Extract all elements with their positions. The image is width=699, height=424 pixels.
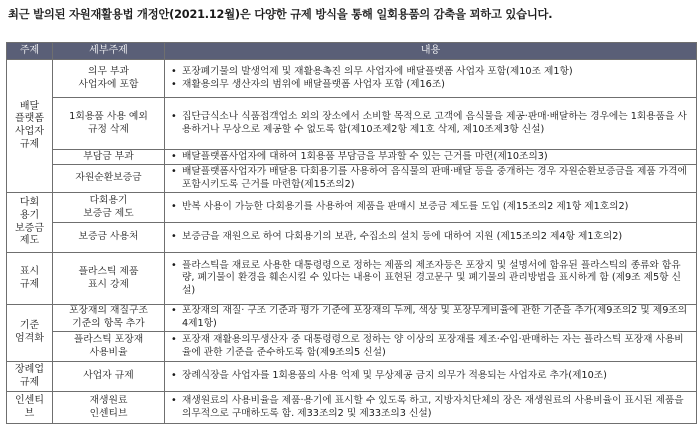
- content-cell: [165, 165, 697, 193]
- subtopic-cell: [53, 60, 165, 98]
- bullet: •: [171, 231, 177, 243]
- table-header-row: [7, 43, 697, 60]
- topic-cell: [7, 193, 53, 253]
- content-item: [171, 201, 692, 214]
- regulation-table: [6, 42, 697, 424]
- table-row: [7, 165, 697, 193]
- content-item: [171, 151, 692, 164]
- topic-line: 규제: [19, 138, 40, 150]
- table-row: [7, 305, 697, 332]
- subtopic-cell: [53, 193, 165, 223]
- topic-cell: [7, 392, 53, 424]
- content-item: [171, 66, 692, 79]
- topic-line: 배달: [19, 100, 40, 112]
- bullet: •: [171, 201, 177, 213]
- header-topic: 주제: [7, 43, 53, 60]
- content-cell: [165, 223, 697, 253]
- table-row: [7, 193, 697, 223]
- content-text: 재활용의무 생산자의 범위에 배달플랫폼 사업자 포함 (제16조): [182, 78, 445, 90]
- topic-line: 보증금: [15, 222, 44, 234]
- bullet: •: [171, 333, 177, 345]
- content-item: [171, 111, 692, 136]
- table-row: [7, 98, 697, 150]
- subtopic-line: 보증금 사용처: [78, 231, 139, 243]
- subtopic-cell: [53, 165, 165, 193]
- subtopic-line: 포장재의 재질구조: [69, 305, 148, 317]
- subtopic-line: 1회용품 사용 예외: [69, 110, 148, 122]
- bullet: •: [171, 65, 177, 77]
- table-row: [7, 150, 697, 165]
- content-item: [171, 305, 692, 330]
- subtopic-cell: [53, 392, 165, 424]
- bullet: •: [171, 370, 177, 382]
- topic-line: 규제: [19, 376, 40, 388]
- topic-line: 규제: [19, 278, 40, 290]
- topic-cell: [7, 60, 53, 193]
- topic-line: 다회: [19, 197, 40, 209]
- topic-line: 엄격화: [15, 333, 44, 344]
- subtopic-line: 다회용기: [89, 194, 128, 206]
- content-cell: [165, 332, 697, 362]
- subtopic-line: 사업자 규제: [83, 370, 134, 382]
- topic-cell: [7, 253, 53, 305]
- topic-line: 용기: [19, 209, 40, 221]
- table-row: [7, 253, 697, 305]
- topic-cell: [7, 362, 53, 392]
- subtopic-line: 의무 부과: [88, 65, 129, 77]
- topic-line: 사업자: [15, 126, 44, 137]
- content-item: [171, 260, 692, 298]
- topic-line: 플랫폼: [15, 113, 44, 125]
- subtopic-cell: [53, 150, 165, 165]
- subtopic-line: 재생원료: [89, 394, 128, 406]
- content-text: 보증금을 재원으로 하여 다회용기의 보관, 수집소의 설치 등에 대하여 지원 (제15조의2 제4항 제1호의2): [182, 231, 623, 243]
- content-text: 포장재 재활용의무생산자 중 대통령령으로 정하는 양 이상의 포장재를 제조·수입·판매하는 자는 플라스틱 포장재 사용비율에 관한 기준을 준수하도록 함(제9조의5 신설): [182, 333, 684, 358]
- subtopic-line: 규정 삭제: [88, 123, 129, 135]
- subtopic-line: 플라스틱 제품: [78, 265, 139, 277]
- content-cell: [165, 98, 697, 150]
- subtopic-cell: [53, 98, 165, 150]
- content-text: 배달플랫폼사업자에 대하여 1회용품 부담금을 부과할 수 있는 근거를 마련(제10조의3): [182, 150, 548, 162]
- content-cell: [165, 150, 697, 165]
- subtopic-line: 부담금 부과: [83, 150, 134, 162]
- content-cell: [165, 362, 697, 392]
- content-text: 집단급식소나 식품접객업소 외의 장소에서 소비할 목적으로 고객에 음식물을 제공·판매·배달하는 경우에는 1회용품을 사용하거나 무상으로 제공할 수 없도록 함(제10조제2항 제1호 삭제, 제10조제3항 신설): [182, 110, 687, 135]
- topic-line: 장례업: [15, 363, 44, 375]
- content-cell: [165, 392, 697, 424]
- content-text: 플라스틱을 재료로 사용한 대통령령으로 정하는 제품의 제조자등은 포장지 및 설명서에 함유된 플라스틱의 종류와 함유량, 폐기물이 환경을 훼손시킬 수 있다는 내용이 표현된 경고문구 및 폐기물의 관리방법을 표시하게 함 (제9조 제5항 신설): [182, 259, 681, 296]
- bullet: •: [171, 110, 177, 122]
- subtopic-line: 기준의 항목 추가: [72, 318, 145, 329]
- subtopic-cell: [53, 362, 165, 392]
- subtopic-cell: [53, 223, 165, 253]
- header-content: 내용: [165, 43, 697, 60]
- bullet: •: [171, 165, 177, 177]
- content-cell: [165, 253, 697, 305]
- bullet: •: [171, 78, 177, 90]
- table-row: [7, 332, 697, 362]
- topic-line: 인센티: [15, 394, 44, 406]
- subtopic-cell: [53, 253, 165, 305]
- content-cell: [165, 305, 697, 332]
- topic-cell: [7, 305, 53, 362]
- content-text: 배달플랫폼사업자가 배달용 다회용기를 사용하여 음식물의 판매·배달 등을 중개하는 경우 자원순환보증금을 제품 가격에 포함시키도록 근거를 마련함(제15조의2): [182, 165, 687, 190]
- subtopic-line: 자원순환보증금: [75, 172, 142, 184]
- page-caption: 최근 발의된 자원재활용법 개정안(2021.12월)은 다양한 규제 방식을 통해 일회용품의 감축을 꾀하고 있습니다.: [8, 8, 553, 21]
- subtopic-line: 표시 강제: [88, 278, 129, 290]
- topic-line: 브: [24, 407, 35, 419]
- topic-line: 기준: [19, 320, 40, 332]
- subtopic-line: 인센티브: [89, 407, 128, 419]
- content-item: [171, 231, 692, 244]
- bullet: •: [171, 305, 177, 317]
- content-text: 포장재의 재질· 구조 기준과 평가 기준에 포장재의 두께, 색상 및 포장무게비율에 관한 기준을 추가(제9조의2 및 제9조의4제1항): [182, 305, 688, 329]
- subtopic-line: 플라스틱 포장재: [73, 333, 144, 345]
- bullet: •: [171, 394, 177, 406]
- content-text: 반복 사용이 가능한 다회용기를 사용하여 제품을 판매시 보증금 제도를 도입 (제15조의2 제1항 제1호의2): [182, 201, 629, 213]
- table-row: [7, 392, 697, 424]
- content-item: [171, 79, 692, 92]
- content-cell: [165, 60, 697, 98]
- table-row: [7, 362, 697, 392]
- content-item: [171, 395, 692, 420]
- subtopic-cell: [53, 305, 165, 332]
- topic-line: 표시: [19, 265, 40, 277]
- subtopic-line: 사용비율: [89, 346, 128, 358]
- content-text: 재생원료의 사용비율을 제품·용기에 표시할 수 있도록 하고, 지방자치단체의 장은 재생원료의 사용비율이 표시된 제품을 의무적으로 구매하도록 함. 제33조의2 및 제33조의3 신설): [182, 394, 684, 419]
- content-item: [171, 370, 692, 383]
- content-item: [171, 166, 692, 191]
- bullet: •: [171, 259, 177, 271]
- subtopic-cell: [53, 332, 165, 362]
- content-item: [171, 334, 692, 359]
- subtopic-line: 사업자에 포함: [78, 78, 139, 90]
- bullet: •: [171, 150, 177, 162]
- content-cell: [165, 193, 697, 223]
- header-subtopic: 세부주제: [53, 43, 165, 60]
- table-row: [7, 223, 697, 253]
- topic-line: 제도: [19, 235, 40, 247]
- content-text: 포장폐기물의 발생억제 및 재활용촉진 의무 사업자에 배달플랫폼 사업자 포함(제10조 제1항): [182, 65, 573, 77]
- content-text: 장례식장을 사업자를 1회용품의 사용 억제 및 무상제공 금지 의무가 적용되는 사업자로 추가(제10조): [182, 370, 607, 382]
- subtopic-line: 보증금 제도: [83, 207, 134, 219]
- table-row: [7, 60, 697, 98]
